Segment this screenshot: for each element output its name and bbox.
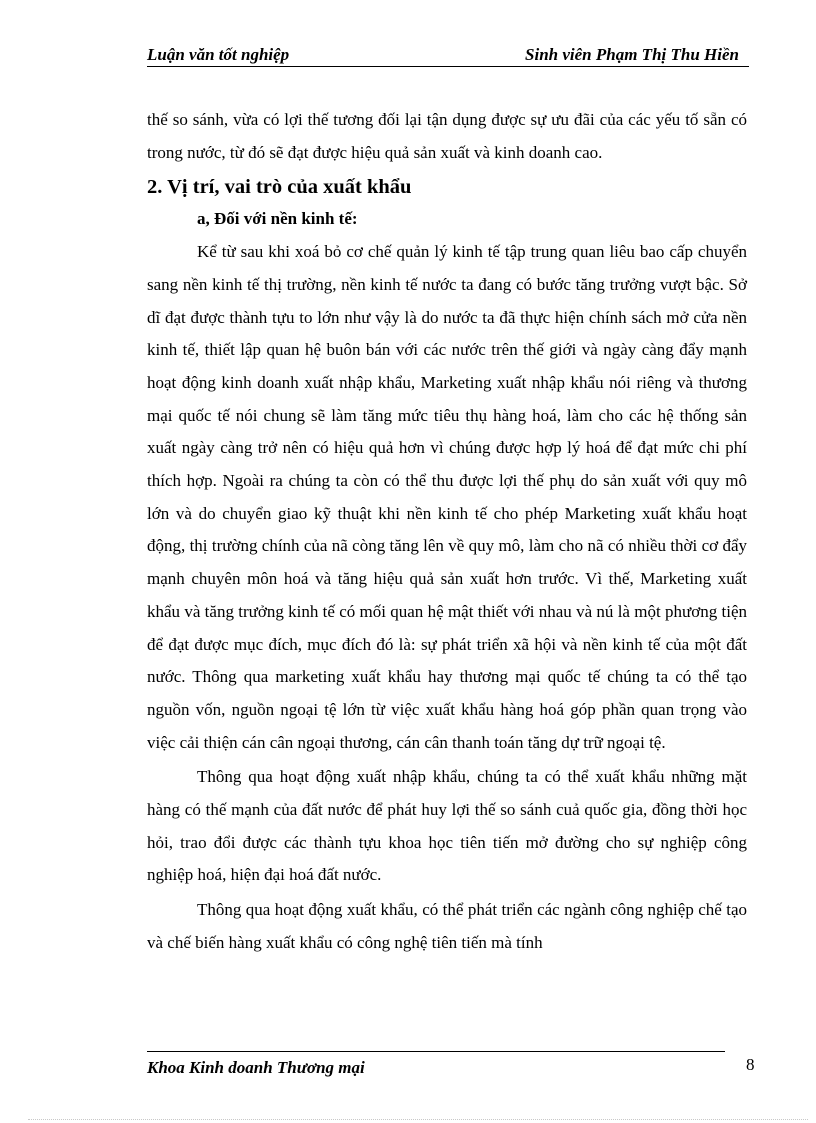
body-paragraph-2: Thông qua hoạt động xuất nhập khẩu, chúng ta có thể xuất khẩu những mặt hàng có thế mạnh của đất nước để phát huy lợi thế so sánh cuả quốc gia, đồng thời học hỏi, trao đổi được các thành tựu khoa học tiên tiến mở đường cho sự nghiệp công nghiệp hoá, hiện đại hoá đất nước.	[147, 767, 747, 885]
footer-faculty: Khoa Kinh doanh Thương mại	[147, 1058, 365, 1077]
intro-paragraph: thế so sánh, vừa có lợi thế tương đối lại tận dụng được sự ưu đãi của các yếu tố sẵn có trong nước, từ đó sẽ đạt được hiệu quả sản xuất và kinh doanh cao.	[147, 110, 747, 162]
body-paragraph-3: Thông qua hoạt động xuất khẩu, có thể phát triển các ngành công nghiệp chế tạo và chế biến hàng xuất khẩu có công nghệ tiên tiến mà tính	[147, 900, 747, 952]
subsection-heading: a, Đối với nền kinh tế:	[197, 209, 358, 229]
body-paragraph-1: Kể từ sau khi xoá bỏ cơ chế quản lý kinh tế tập trung quan liêu bao cấp chuyển sang nền kinh tế thị trường, nền kinh tế nước ta đang có bước tăng trưởng vượt bậc. Sở dĩ đạt được thành tựu to lớn như vậy là do nước ta đã thực hiện chính sách mở cửa nền kinh tế, thiết lập quan hệ buôn bán với các nước trên thế giới và ngày càng đẩy mạnh hoạt động kinh doanh xuất nhập khẩu, Marketing xuất nhập khẩu nói riêng và thương mại quốc tế nói chung sẽ làm tăng mức tiêu thụ hàng hoá, làm cho các hệ thống sản xuất ngày càng trở nên có hiệu quả hơn vì chúng được hợp lý hoá để đạt mức chi phí thích hợp. Ngoài ra chúng ta còn có thể thu được lợi thế phụ do sản xuất với quy mô lớn và do chuyển giao kỹ thuật khi nền kinh tế cho phép Marketing xuất khẩu hoạt động, thị trường chính của nã còng tăng lên về quy mô, làm cho nã có nhiều thời cơ đẩy mạnh chuyên môn hoá và tăng hiệu quả sản xuất hơn trước. Vì thế, Marketing xuất khẩu và tăng trưởng kinh tế có mối quan hệ mật thiết với nhau và nú là một phương tiện để đạt được mục đích, mục đích đó là: sự phát triển xã hội và nền kinh tế của một đất nước. Thông qua marketing xuất khẩu hay thương mại quốc tế chúng ta có thể tạo nguồn vốn, nguồn ngoại tệ lớn từ việc xuất khẩu hàng hoá góp phần quan trọng vào việc cải thiện cán cân ngoại thương, cán cân thanh toán tăng dự trữ ngoại tệ.	[147, 242, 747, 752]
page-edge-divider	[28, 1119, 808, 1120]
footer-divider	[147, 1051, 725, 1052]
page-header	[147, 44, 749, 67]
page-body	[147, 104, 747, 960]
header-student-name: Sinh viên Phạm Thị Thu Hiền	[525, 45, 739, 64]
page-number: 8	[746, 1055, 755, 1074]
section-heading: 2. Vị trí, vai trò của xuất khẩu	[147, 176, 412, 199]
header-thesis-title: Luận văn tốt nghiệp	[147, 45, 290, 64]
